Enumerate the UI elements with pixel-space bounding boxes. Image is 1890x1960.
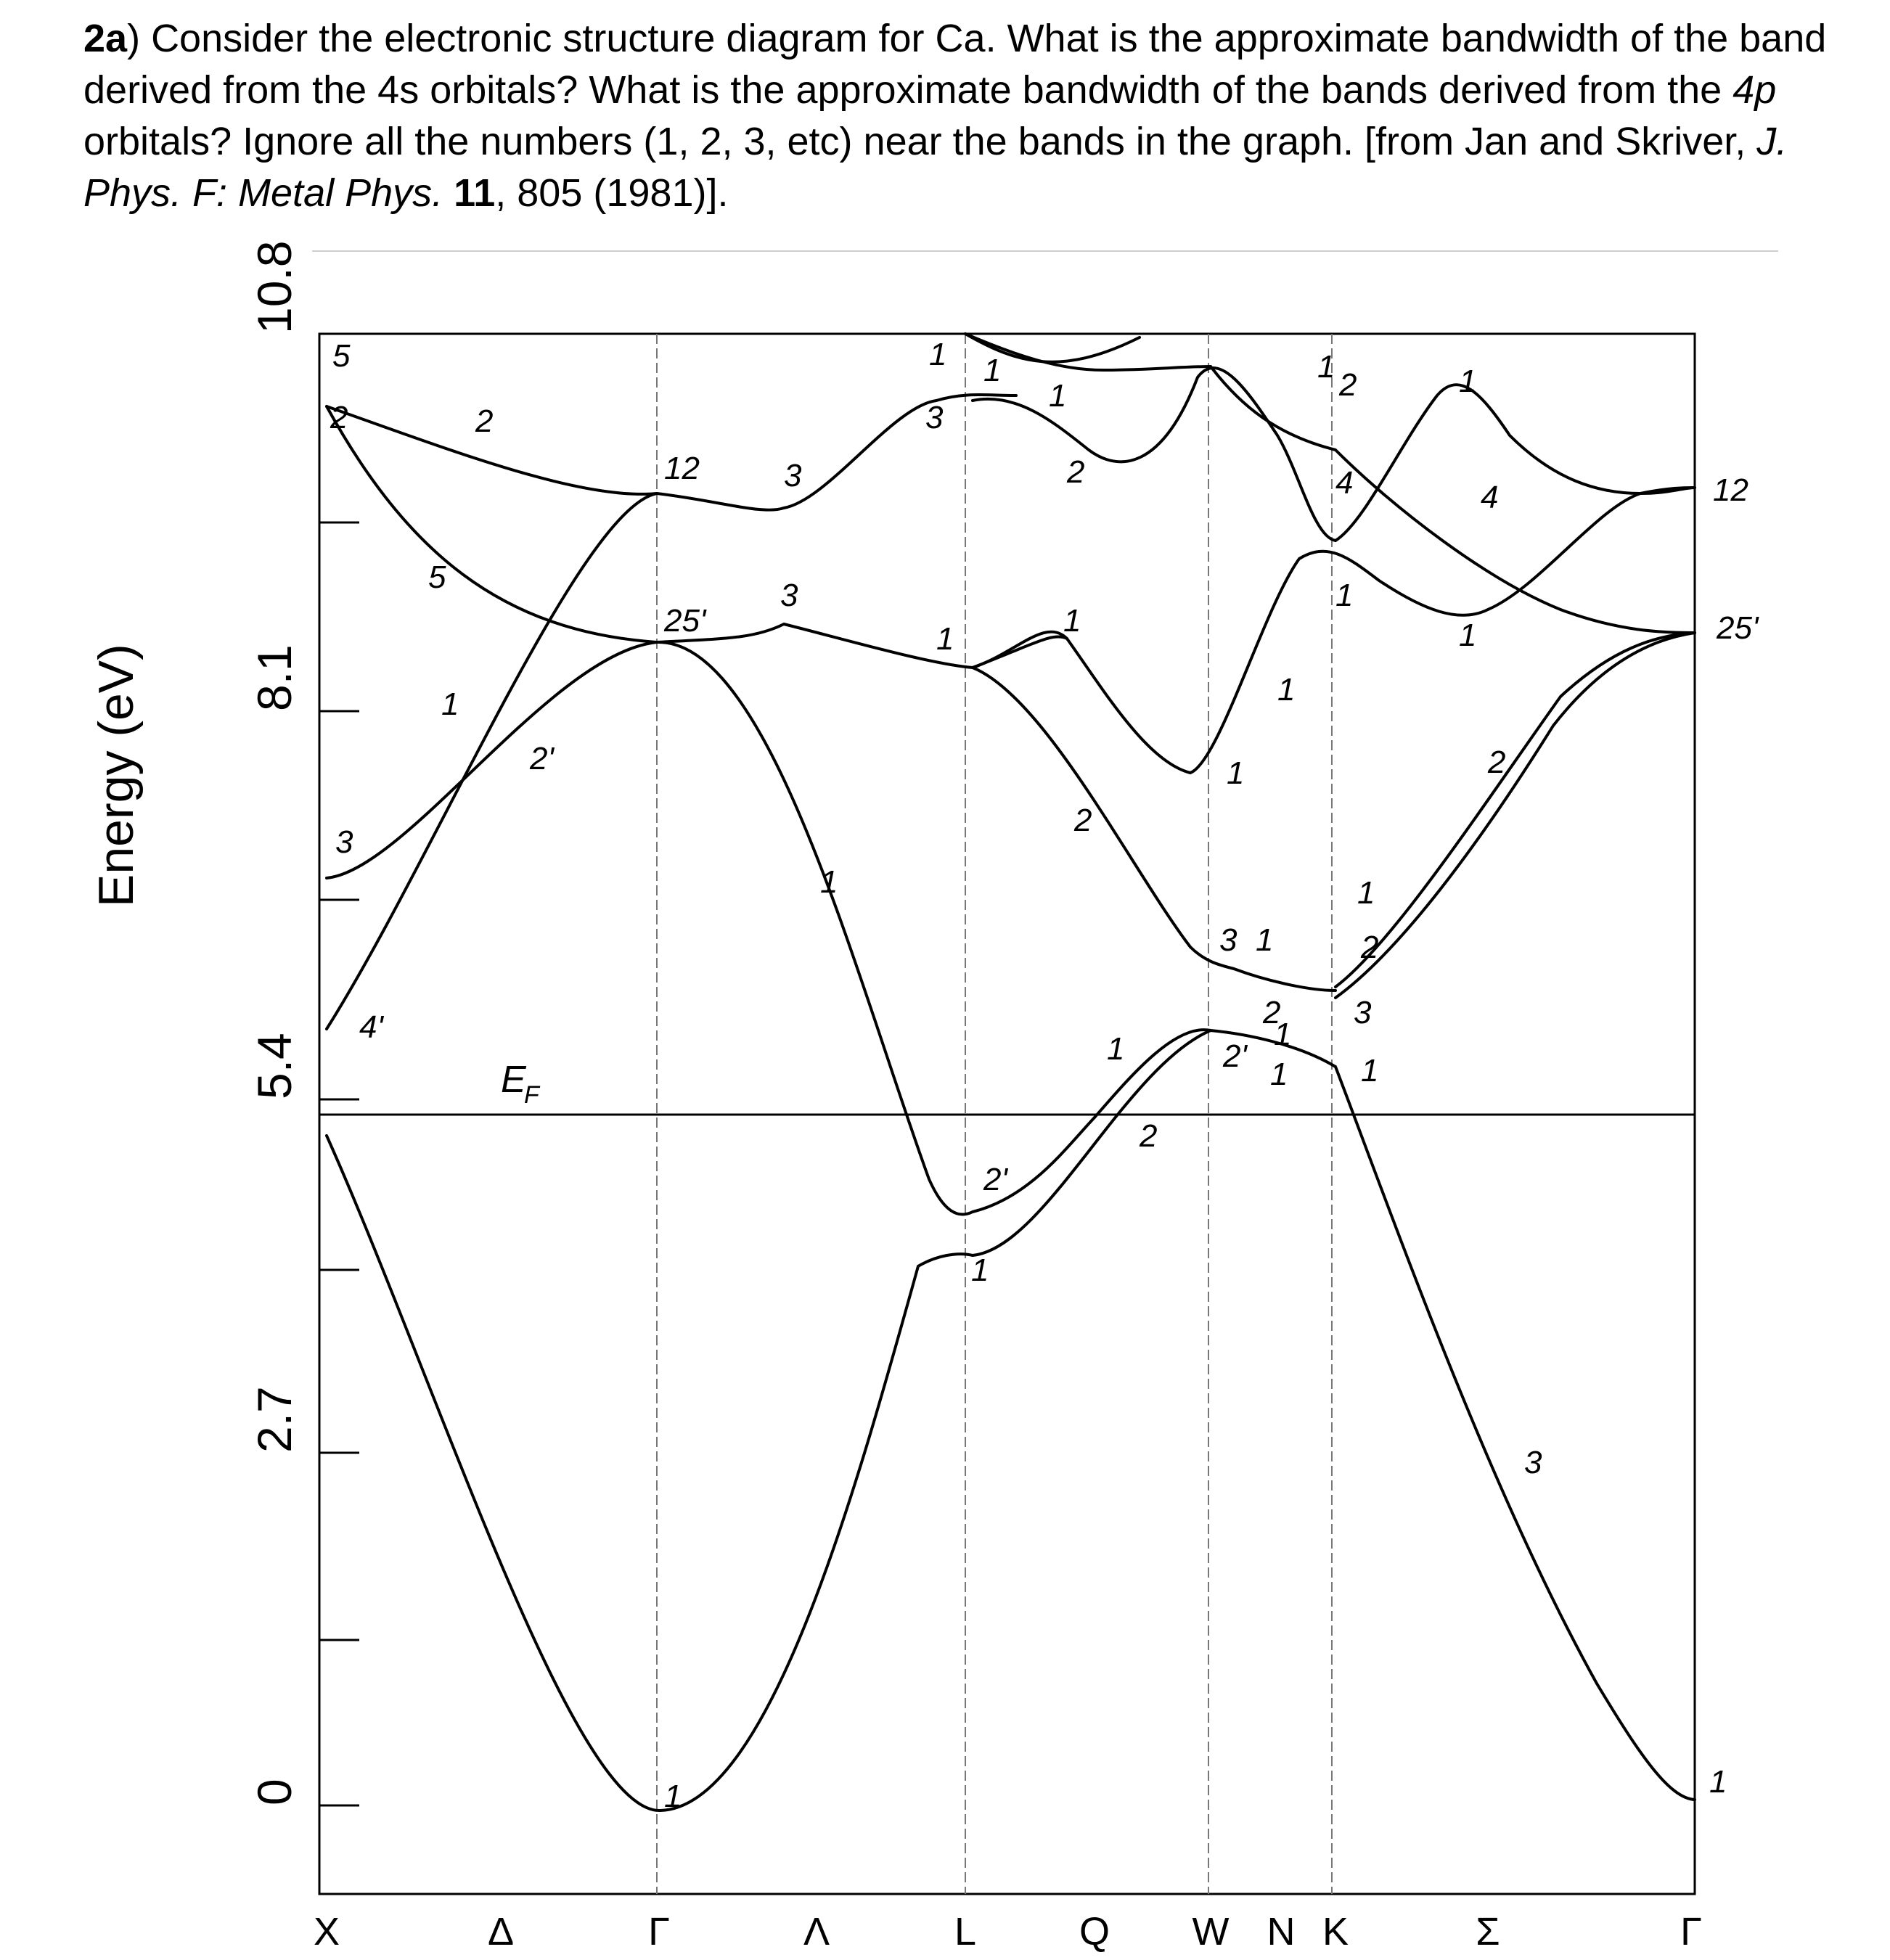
band-label: 2' <box>1223 1038 1247 1074</box>
fermi-label-subscript: F <box>524 1081 539 1109</box>
band-label: 1 <box>971 1252 989 1288</box>
k-point-label: Γ <box>1680 1910 1702 1953</box>
band-label: 25' <box>1717 610 1759 646</box>
band-label: 12 <box>664 451 700 486</box>
band-curve <box>327 406 657 642</box>
band-curve <box>657 642 1095 1215</box>
band-label: 1 <box>1274 1017 1292 1052</box>
band-label: 2 <box>1339 367 1357 403</box>
band-label: 5 <box>332 338 351 374</box>
band-label: 1 <box>1270 1057 1288 1092</box>
band-label: 1 <box>1256 922 1274 958</box>
band-label: 25' <box>664 603 706 639</box>
band-label: 1 <box>983 353 1002 388</box>
band-label: 1 <box>1227 755 1245 791</box>
k-point-label: W <box>1192 1910 1230 1953</box>
band-label: 1 <box>1459 618 1477 653</box>
band-label: 1 <box>929 337 947 372</box>
band-curve <box>1335 633 1695 998</box>
band-label: 1 <box>1107 1031 1125 1067</box>
band-labels <box>330 337 1759 1814</box>
band-label: 3 <box>1354 995 1372 1030</box>
band-label: 2 <box>1140 1118 1158 1154</box>
band-label: 3 <box>335 824 353 860</box>
band-label: 2 <box>1488 745 1506 780</box>
plot-frame <box>319 334 1695 1894</box>
band-label: 3 <box>780 578 798 613</box>
band-label: 2 <box>1067 454 1085 490</box>
band-label: 2 <box>1074 803 1092 838</box>
bands <box>327 334 1695 1811</box>
citation-end: , 805 (1981)]. <box>495 171 729 215</box>
k-point-label: Σ <box>1476 1910 1500 1953</box>
band-label: 3 <box>1219 922 1238 958</box>
band-label: 2' <box>983 1162 1007 1197</box>
band-label: 3 <box>1524 1445 1542 1480</box>
orbital-4p: 4p <box>1732 68 1777 112</box>
question-part-1: ) Consider the electronic structure diagram for Ca. What is the approximate bandwidth of the band derived from the 4s orbitals? What is the approximate bandwidth of the bands derived from the <box>83 17 1827 112</box>
question-number: 2a <box>83 17 128 60</box>
band-label: 1 <box>441 686 459 722</box>
band-label: 4 <box>1335 465 1354 501</box>
band-label: 1 <box>1335 578 1354 613</box>
band-label: 1 <box>1277 672 1296 708</box>
band-curve <box>327 624 1067 878</box>
band-label: 1 <box>820 864 838 900</box>
band-label: 1 <box>1357 875 1375 911</box>
band-label: 2 <box>1263 995 1281 1030</box>
band-label: 1 <box>1049 378 1067 414</box>
band-label: 3 <box>784 458 802 493</box>
question-part-2: orbitals? Ignore all the numbers (1, 2, 3, etc) near the bands in the graph. [from Jan and Skriver, <box>83 120 1757 163</box>
band-label: 2 <box>475 403 494 439</box>
k-point-label: Q <box>1079 1910 1110 1953</box>
k-point-labels <box>314 1910 1702 1953</box>
k-point-label: K <box>1322 1910 1349 1953</box>
k-point-label: L <box>954 1910 977 1953</box>
band-label: 4 <box>1481 480 1499 515</box>
band-label: 2 <box>330 400 348 435</box>
band-label: 1 <box>1361 1053 1379 1088</box>
band-label: 2 <box>1361 930 1379 965</box>
band-curve <box>327 395 1016 1029</box>
band-label: 4' <box>359 1009 383 1045</box>
band-curve <box>1335 633 1695 987</box>
fermi-label: E <box>501 1059 526 1101</box>
k-point-label: X <box>313 1910 340 1953</box>
band-label: 1 <box>1709 1764 1727 1800</box>
k-point-label: N <box>1267 1910 1296 1953</box>
band-label: 5 <box>428 559 446 595</box>
band-label: 12 <box>1713 472 1748 508</box>
band-label: 1 <box>664 1779 682 1814</box>
k-point-label: Γ <box>648 1910 670 1953</box>
band-label: 1 <box>1317 349 1335 385</box>
k-point-label: Λ <box>803 1910 830 1953</box>
band-label: 1 <box>936 621 954 657</box>
band-label: 2' <box>530 741 554 776</box>
journal-volume: 11 <box>454 171 496 215</box>
k-point-label: Δ <box>487 1910 515 1953</box>
band-label: 1 <box>1063 603 1081 639</box>
band-curve <box>327 1030 1695 1811</box>
band-label: 1 <box>1459 364 1477 399</box>
journal-name: J. Phys. F: Metal Phys. <box>83 120 1788 215</box>
band-curve <box>973 668 1335 991</box>
band-label: 3 <box>925 400 944 435</box>
